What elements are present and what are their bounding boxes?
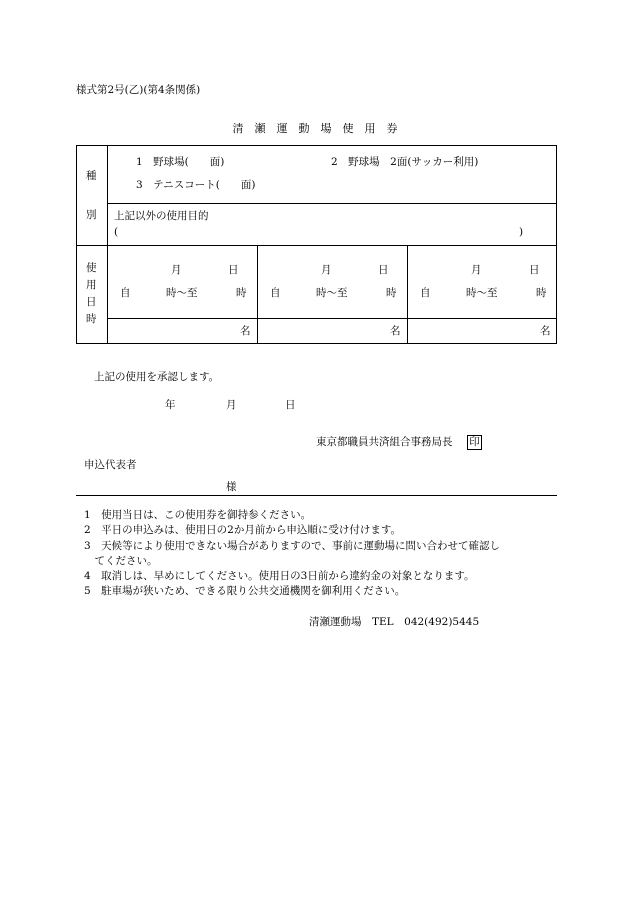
date-header-char-2: 用: [86, 279, 97, 291]
date1-month: 月: [171, 264, 182, 276]
note-3: 3 天候等により使用できない場合がありますので、事前に運動場に問い合わせて確認し: [84, 540, 500, 552]
date2-month: 月: [321, 264, 332, 276]
document-title: 清 瀬 運 動 場 使 用 券: [232, 122, 398, 135]
type-header-top: 種: [86, 170, 97, 182]
date3-day: 日: [529, 264, 540, 276]
date2-count: 名: [390, 325, 401, 337]
date2-day: 日: [378, 264, 389, 276]
date1-from: 自: [120, 287, 131, 299]
issuer-title: 東京都職員共済組合事務局長: [316, 436, 453, 448]
note-3-continued: てください。: [84, 555, 158, 567]
date3-hour-end: 時: [536, 287, 547, 299]
note-4: 4 取消しは、早めにしてください。使用日の3日前から違約金の対象となります。: [84, 570, 475, 582]
date2-hour-end: 時: [386, 287, 397, 299]
other-purpose-open-paren: (: [114, 226, 119, 238]
applicant-signature-line: [76, 495, 557, 496]
date3-month: 月: [471, 264, 482, 276]
date1-hour-to: 時～至: [166, 287, 198, 299]
type-header-bottom: 別: [86, 209, 97, 221]
date3-hour-to: 時～至: [466, 287, 498, 299]
date1-hour-end: 時: [236, 287, 247, 299]
applicant-label: 申込代表者: [84, 459, 137, 471]
date3-count: 名: [540, 325, 551, 337]
applicant-honorific: 様: [226, 481, 237, 493]
approval-year: 年: [165, 399, 176, 411]
option-baseball-soccer: 2 野球場 2面(サッカー利用): [331, 156, 479, 168]
official-seal: 印: [469, 436, 480, 448]
date-header-char-3: 日: [86, 296, 97, 308]
other-purpose-close-paren: ): [519, 226, 524, 238]
count-divider: [107, 318, 556, 319]
date-header-char-4: 時: [86, 313, 97, 325]
row-divider: [77, 245, 556, 246]
option-baseball: 1 野球場( 面): [136, 156, 225, 168]
date2-from: 自: [270, 287, 281, 299]
approval-statement: 上記の使用を承認します。: [94, 371, 220, 383]
option-tennis: 3 テニスコート( 面): [136, 179, 256, 191]
note-1: 1 使用当日は、この使用券を御持参ください。: [84, 509, 312, 521]
other-purpose-label: 上記以外の使用目的: [114, 210, 209, 222]
date-col-divider-1: [257, 245, 258, 343]
approval-month: 月: [226, 399, 237, 411]
date-col-divider-2: [407, 245, 408, 343]
date3-from: 自: [420, 287, 431, 299]
date1-count: 名: [240, 325, 251, 337]
approval-day: 日: [285, 399, 296, 411]
form-number-label: 様式第2号(乙)(第4条関係): [76, 84, 201, 96]
date-header-char-1: 使: [86, 262, 97, 274]
note-5: 5 駐車場が狭いため、できる限り公共交通機関を御利用ください。: [84, 585, 406, 597]
issuer-block: [316, 435, 482, 450]
application-table: [76, 145, 557, 344]
note-2: 2 平日の申込みは、使用日の2か月前から申込順に受け付けます。: [84, 524, 402, 536]
footer-contact: 清瀬運動場 TEL 042(492)5445: [309, 616, 480, 628]
date1-day: 日: [228, 264, 239, 276]
purpose-divider: [107, 203, 556, 204]
date2-hour-to: 時～至: [316, 287, 348, 299]
